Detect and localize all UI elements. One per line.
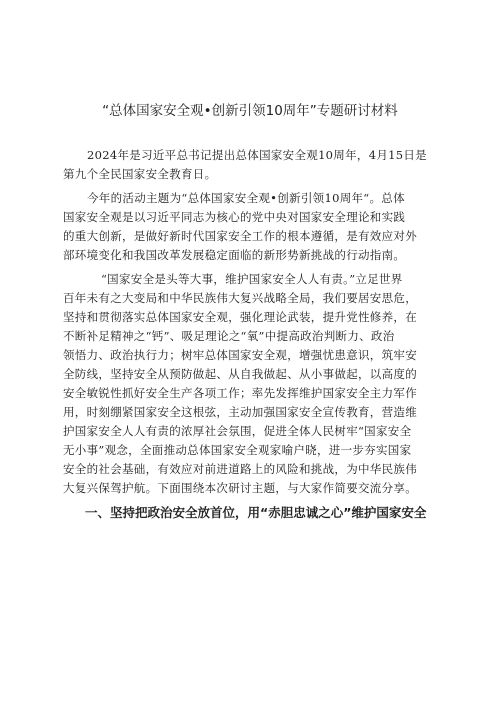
paragraph <box>63 270 443 498</box>
paragraph-line: 领悟力、政治执行力；树牢总体国家安全观，增强忧患意识，筑牢安 <box>63 348 417 362</box>
paragraph <box>63 189 443 265</box>
paragraph-line: 安全敏锐性抓好安全生产各项工作；率先发挥维护国家安全主力军作 <box>63 386 417 400</box>
paragraph-line: 大复兴保驾护航。下面围绕本次研讨主题，与大家作简要交流分享。 <box>63 481 417 495</box>
paragraph-line: 无小事”观念，全面推动总体国家安全观家喻户晓，进一步夯实国家 <box>63 443 412 457</box>
paragraph-line: 用，时刻绷紧国家安全这根弦，主动加强国家安全宣传教育，营造维 <box>63 405 417 419</box>
paragraph-line: 全防线，坚持安全从预防做起、从自我做起、从小事做起，以高度的 <box>63 367 417 381</box>
paragraph-line: 国家安全观是以习近平同志为核心的党中央对国家安全理论和实践 <box>63 210 406 224</box>
paragraph-line: 护国家安全人人有责的浓厚社会氛围，促进全体人民树牢“国家安全 <box>63 424 412 438</box>
paragraph-line: 百年未有之大变局和中华民族伟大复兴战略全局，我们要居安思危， <box>63 291 417 305</box>
paragraph-line: 安全的社会基础，有效应对前进道路上的风险和挑战，为中华民族伟 <box>63 462 417 476</box>
paragraph-line: 部环境变化和我国改革发展稳定面临的新形势新挑战的行动指南。 <box>63 248 406 262</box>
paragraph-line: 不断补足精神之“钙”、吸足理论之“氧”中提高政治判断力、政治 <box>63 329 395 343</box>
paragraph-line: 第九个全民国家安全教育日。 <box>63 167 217 181</box>
document-title: “总体国家安全观•创新引领10周年”专题研讨材料 <box>102 103 398 119</box>
paragraph-line: “国家安全是头等大事，维护国家安全人人有责。”立足世界 <box>101 272 403 286</box>
paragraph-line: 今年的活动主题为“总体国家安全观•创新引领10周年“。总体 <box>87 191 405 205</box>
paragraph-line: 坚持和贯彻落实总体国家安全观，强化理论武装，提升党性修养，在 <box>63 310 417 324</box>
section-heading: 一、坚持把政治安全放首位，用“赤胆忠诚之心”维护国家安全 <box>85 505 427 520</box>
paragraph-line: 2024年是习近平总书记提出总体国家安全观10周年，4月15日是 <box>87 148 427 162</box>
paragraph-line: 的重大创新，是做好新时代国家安全工作的根本遵循，是有效应对外 <box>63 229 417 243</box>
paragraph <box>63 146 443 184</box>
document-body <box>63 146 443 523</box>
